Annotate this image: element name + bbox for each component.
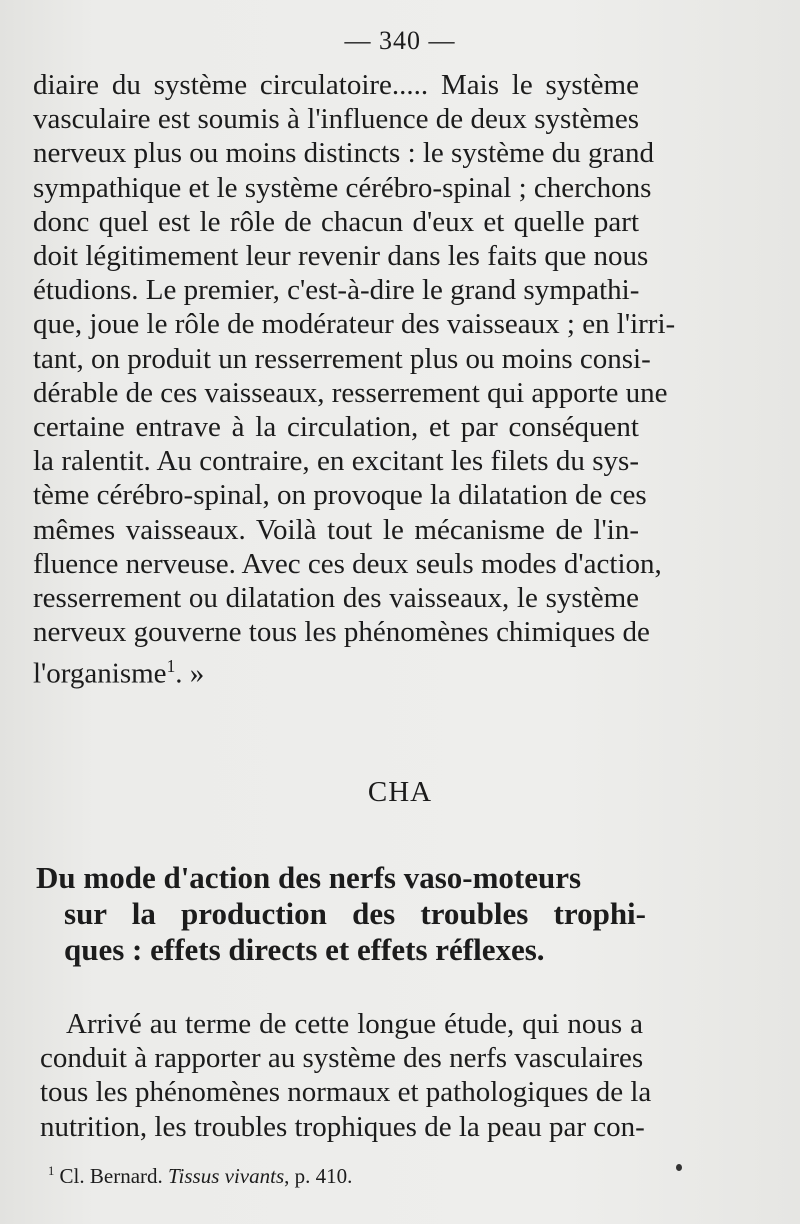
footnote-work: Tissus vivants [168, 1164, 285, 1188]
paragraph-continued [33, 68, 676, 691]
ink-speck [676, 1164, 682, 1171]
text-line: sympathique et le système cérébro-spinal ; cherchons [33, 171, 652, 204]
chapter-heading: CHA [367, 776, 433, 808]
text-line: nerveux plus ou moins distincts : le système du grand [33, 137, 655, 170]
text-line: resserrement ou dilatation des vaisseaux, le système [33, 582, 639, 615]
text-line: dérable de ces vaisseaux, resserrement qui apporte une [33, 376, 668, 409]
text-line: Arrivé au terme de cette longue étude, qui nous a [66, 1008, 643, 1040]
last-word: l'organisme [33, 658, 167, 691]
text-line: tème cérébro-spinal, on provoque la dilatation de ces [33, 479, 647, 512]
text-line-last [33, 649, 639, 691]
page-number: — 340 — [344, 26, 456, 55]
section-title [36, 860, 646, 968]
title-line: Du mode d'action des nerfs vaso-moteurs [36, 860, 582, 895]
text-line: la ralentit. Au contraire, en excitant les filets du sys- [33, 445, 639, 478]
text-line: mêmes vaisseaux. Voilà tout le mécanisme de l'in- [33, 513, 639, 546]
footnote-page: , p. 410. [284, 1164, 353, 1188]
text-line: tant, on produit un resserrement plus ou moins consi- [33, 342, 651, 375]
title-line: ques : effets directs et effets réflexes. [64, 932, 545, 967]
footnote [48, 1164, 352, 1189]
text-line: tous les phénomènes normaux et pathologiques de la [40, 1076, 652, 1109]
footnote-ref[interactable]: 1 [166, 656, 176, 677]
text-line: étudions. Le premier, c'est-à-dire le grand sympathi- [33, 274, 640, 307]
closing-quote: . » [175, 658, 205, 691]
text-line: doit légitimement leur revenir dans les faits que nous [33, 240, 649, 273]
text-line: fluence nerveuse. Avec ces deux seuls modes d'action, [33, 547, 662, 580]
paragraph-new [40, 1007, 652, 1144]
text-line: conduit à rapporter au système des nerfs vasculaires [40, 1042, 644, 1075]
text-line: donc quel est le rôle de chacun d'eux et quelle part [33, 205, 639, 238]
footnote-marker: 1 [48, 1164, 55, 1178]
footnote-author: Cl. Bernard. [59, 1164, 163, 1188]
text-line: certaine entrave à la circulation, et par conséquent [33, 411, 639, 444]
text-line: que, joue le rôle de modérateur des vaisseaux ; en l'irri- [33, 308, 676, 341]
title-line: sur la production des troubles trophi- [64, 896, 646, 931]
text-line: vasculaire est soumis à l'influence de deux systèmes [33, 103, 639, 136]
text-line: nutrition, les troubles trophiques de la peau par con- [40, 1110, 645, 1143]
text-line: diaire du système circulatoire..... Mais le système [33, 69, 639, 101]
text-line: nerveux gouverne tous les phénomènes chimiques de [33, 616, 650, 649]
